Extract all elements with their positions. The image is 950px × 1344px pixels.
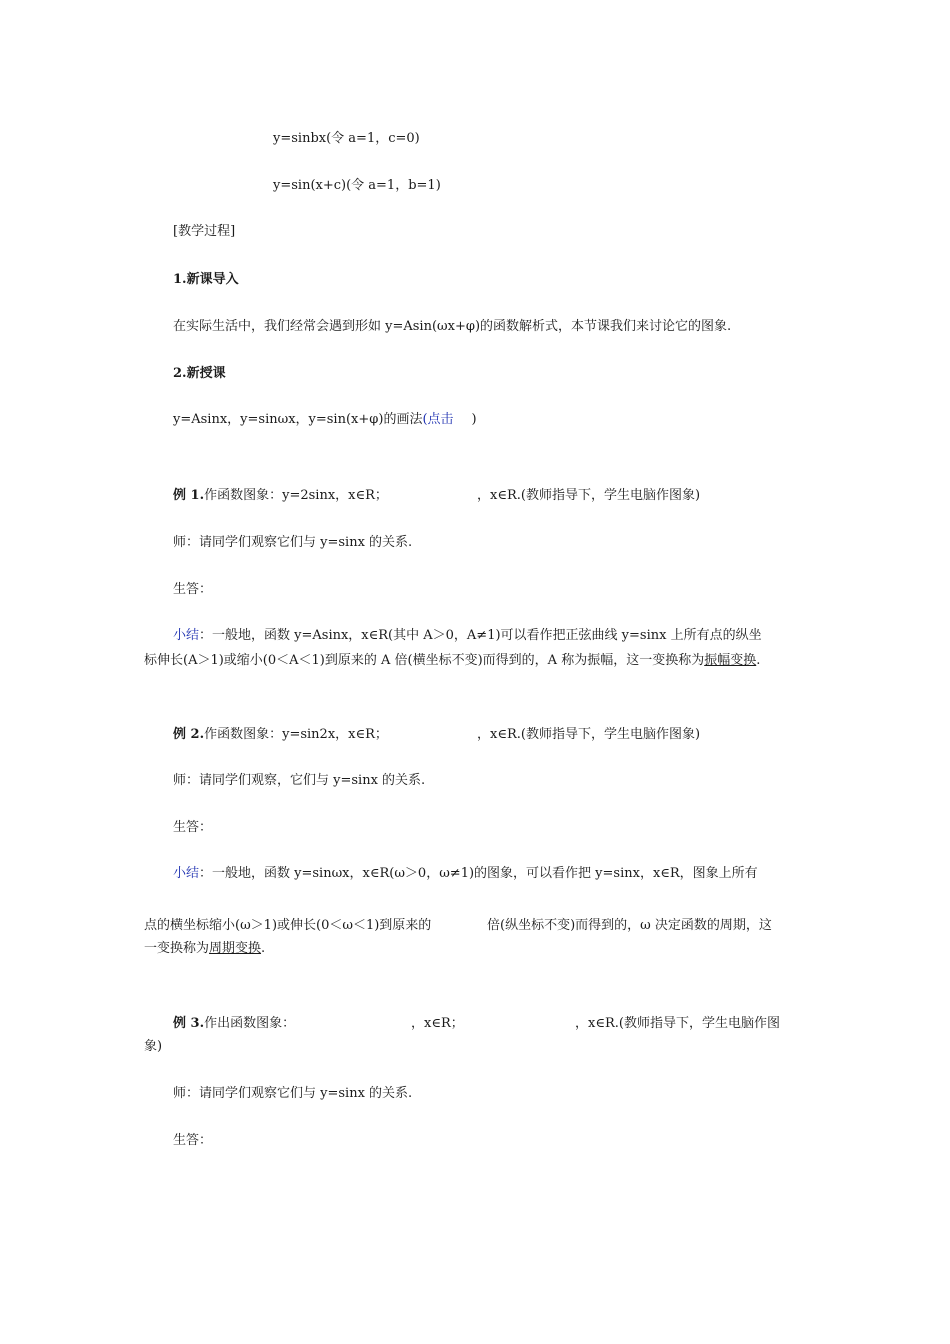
example1-summary-line2: 标伸长(A＞1)或缩小(0＜A＜1)到原来的 A 倍(横坐标不变)而得到的，A 称为振幅，这一变换称为振幅变换. [144, 653, 761, 668]
formula-sin-x-plus-c: y=sin(x+c)(令 a=1，b=1) [273, 178, 441, 193]
click-link[interactable]: (点击 [422, 412, 454, 427]
example2-summary-line2b: 倍(纵坐标不变)而得到的，ω 决定函数的周期，这 [487, 918, 772, 933]
formula-sinbx: y=sinbx(令 a=1，c=0) [273, 131, 420, 146]
example2-teacher: 师：请同学们观察，它们与 y=sinx 的关系. [173, 773, 426, 788]
example1-teacher: 师：请同学们观察它们与 y=sinx 的关系. [173, 535, 413, 550]
example1-summary-label: 小结 [173, 628, 200, 643]
example1-text-a: 作函数图象：y=2sinx，x∈R； [204, 488, 388, 503]
example2-text-a: 作函数图象：y=sin2x，x∈R； [204, 727, 388, 742]
example3-text-d: 象) [144, 1039, 163, 1054]
methods-text: y=Asinx，y=sinωx，y=sin(x+φ)的画法 [173, 412, 423, 427]
example2-line [173, 728, 388, 741]
section-title-new-lesson: 2.新授课 [173, 366, 226, 381]
example2-student: 生答： [173, 820, 213, 835]
intro-paragraph: 在实际生活中，我们经常会遇到形如 y=Asin(ωx+φ)的函数解析式，本节课我们来讨论它的图象. [173, 319, 732, 334]
example1-summary-line1: 小结：一般地，函数 y=Asinx，x∈R(其中 A＞0，A≠1)可以看作把正弦曲线 y=sinx 上所有点的纵坐 [173, 628, 762, 643]
example1-student: 生答： [173, 582, 213, 597]
example3-text-a: 作出函数图象： [204, 1016, 296, 1031]
example3-text-b: ，x∈R； [411, 1016, 464, 1031]
example3-teacher: 师：请同学们观察它们与 y=sinx 的关系. [173, 1086, 413, 1101]
example1-label: 例 1. [173, 488, 205, 503]
example1-text-b: ，x∈R.(教师指导下，学生电脑作图象) [477, 488, 701, 503]
methods-line [173, 413, 477, 426]
example2-label: 例 2. [173, 727, 205, 742]
example2-summary-label: 小结 [173, 866, 200, 881]
example1-line [173, 489, 388, 502]
example2-summary-line1: 小结：一般地，函数 y=sinωx，x∈R(ω＞0，ω≠1)的图象，可以看作把 y=sinx，x∈R，图象上所有 [173, 866, 758, 881]
example3-line [173, 1017, 295, 1030]
period-transform-term: 周期变换 [209, 941, 262, 956]
example2-summary-line3: 一变换称为周期变换. [144, 941, 266, 956]
example3-label: 例 3. [173, 1016, 205, 1031]
click-link-close: ) [471, 412, 477, 427]
process-heading: [教学过程] [173, 224, 236, 239]
example2-text-b: ，x∈R.(教师指导下，学生电脑作图象) [477, 727, 701, 742]
amplitude-transform-term: 振幅变换 [704, 653, 757, 668]
example2-summary-line2a: 点的横坐标缩小(ω＞1)或伸长(0＜ω＜1)到原来的 [144, 918, 432, 933]
example3-text-c: ，x∈R.(教师指导下，学生电脑作图 [575, 1016, 780, 1031]
example3-student: 生答： [173, 1133, 213, 1148]
section-title-intro: 1.新课导入 [173, 272, 239, 287]
